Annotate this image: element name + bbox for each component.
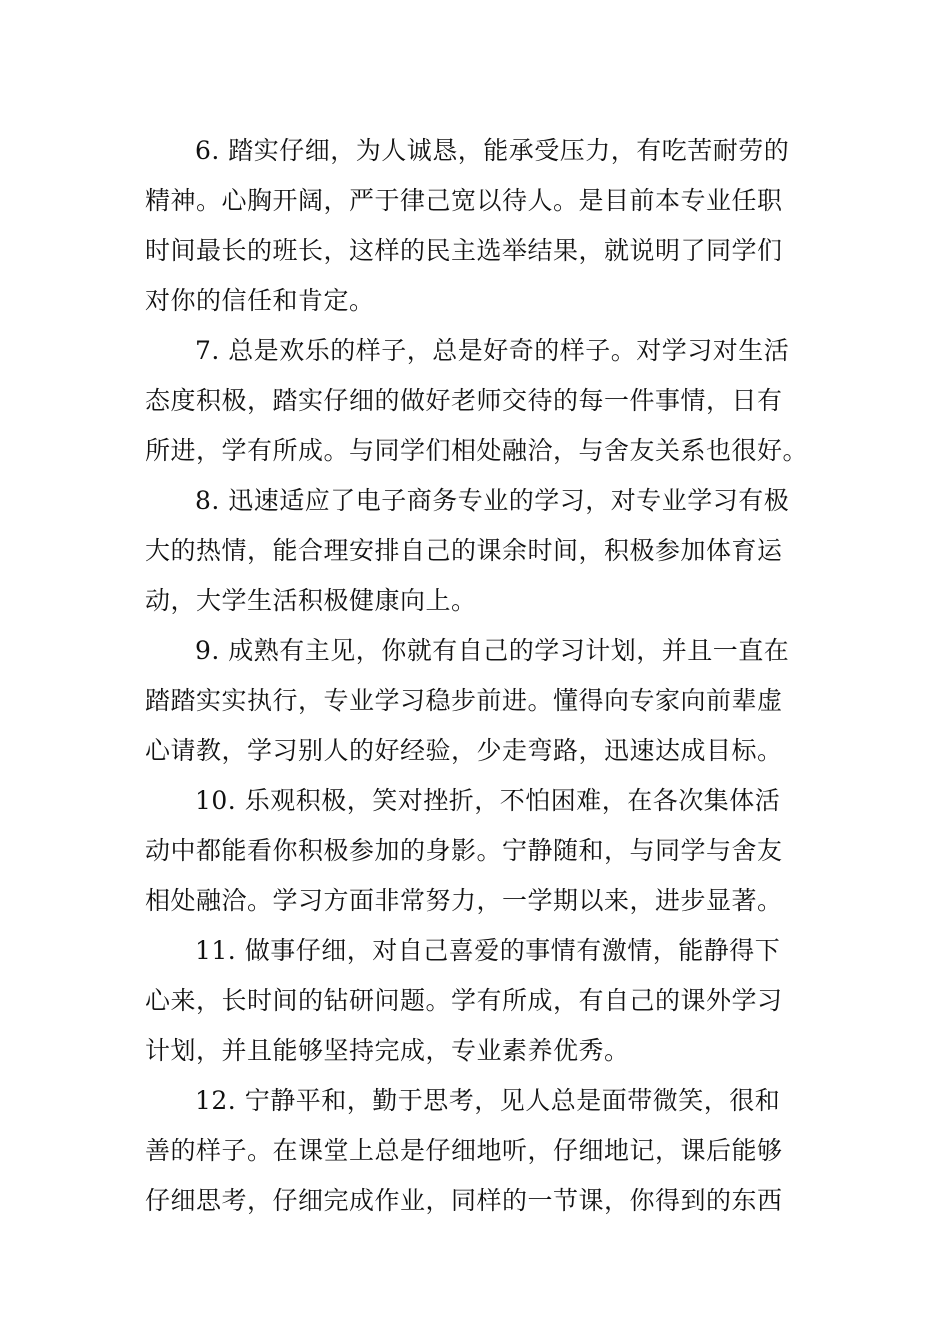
- text-line: 心请教，学习别人的好经验，少走弯路，迅速达成目标。: [145, 736, 783, 765]
- text-line: 计划，并且能够坚持完成，专业素养优秀。: [145, 1036, 630, 1065]
- text-line: 精神。心胸开阔，严于律己宽以待人。是目前本专业任职: [145, 186, 783, 215]
- paragraph-12: [145, 1076, 805, 1226]
- paragraph-9: [145, 626, 805, 776]
- text-line: 9. 成熟有主见，你就有自己的学习计划，并且一直在: [195, 636, 790, 665]
- text-line: 8. 迅速适应了电子商务专业的学习，对专业学习有极: [195, 486, 790, 515]
- text-line: 所进，学有所成。与同学们相处融洽，与舍友关系也很好。: [145, 436, 809, 465]
- text-line: 6. 踏实仔细，为人诚恳，能承受压力，有吃苦耐劳的: [195, 136, 790, 165]
- text-line: 踏踏实实执行，专业学习稳步前进。懂得向专家向前辈虚: [145, 686, 783, 715]
- text-line: 大的热情，能合理安排自己的课余时间，积极参加体育运: [145, 536, 783, 565]
- paragraph-10: [145, 776, 805, 926]
- text-line: 善的样子。在课堂上总是仔细地听，仔细地记，课后能够: [145, 1136, 783, 1165]
- paragraph-8: [145, 476, 805, 626]
- text-line: 时间最长的班长，这样的民主选举结果，就说明了同学们: [145, 236, 783, 265]
- text-line: 10. 乐观积极，笑对挫折，不怕困难，在各次集体活: [195, 786, 781, 815]
- text-line: 7. 总是欢乐的样子，总是好奇的样子。对学习对生活: [195, 336, 790, 365]
- text-line: 相处融洽。学习方面非常努力，一学期以来，进步显著。: [145, 886, 783, 915]
- text-line: 11. 做事仔细，对自己喜爱的事情有激情，能静得下: [195, 936, 781, 965]
- text-line: 动，大学生活积极健康向上。: [145, 586, 477, 615]
- paragraph-6: [145, 126, 805, 326]
- text-line: 态度积极，踏实仔细的做好老师交待的每一件事情，日有: [145, 386, 783, 415]
- document-body: [145, 126, 809, 1226]
- paragraph-11: [145, 926, 805, 1076]
- text-line: 对你的信任和肯定。: [145, 286, 375, 315]
- text-line: 12. 宁静平和，勤于思考，见人总是面带微笑，很和: [195, 1086, 781, 1115]
- text-line: 心来，长时间的钻研问题。学有所成，有自己的课外学习: [145, 986, 783, 1015]
- text-line: 仔细思考，仔细完成作业，同样的一节课，你得到的东西: [145, 1186, 783, 1215]
- paragraph-7: [145, 326, 809, 476]
- text-line: 动中都能看你积极参加的身影。宁静随和，与同学与舍友: [145, 836, 783, 865]
